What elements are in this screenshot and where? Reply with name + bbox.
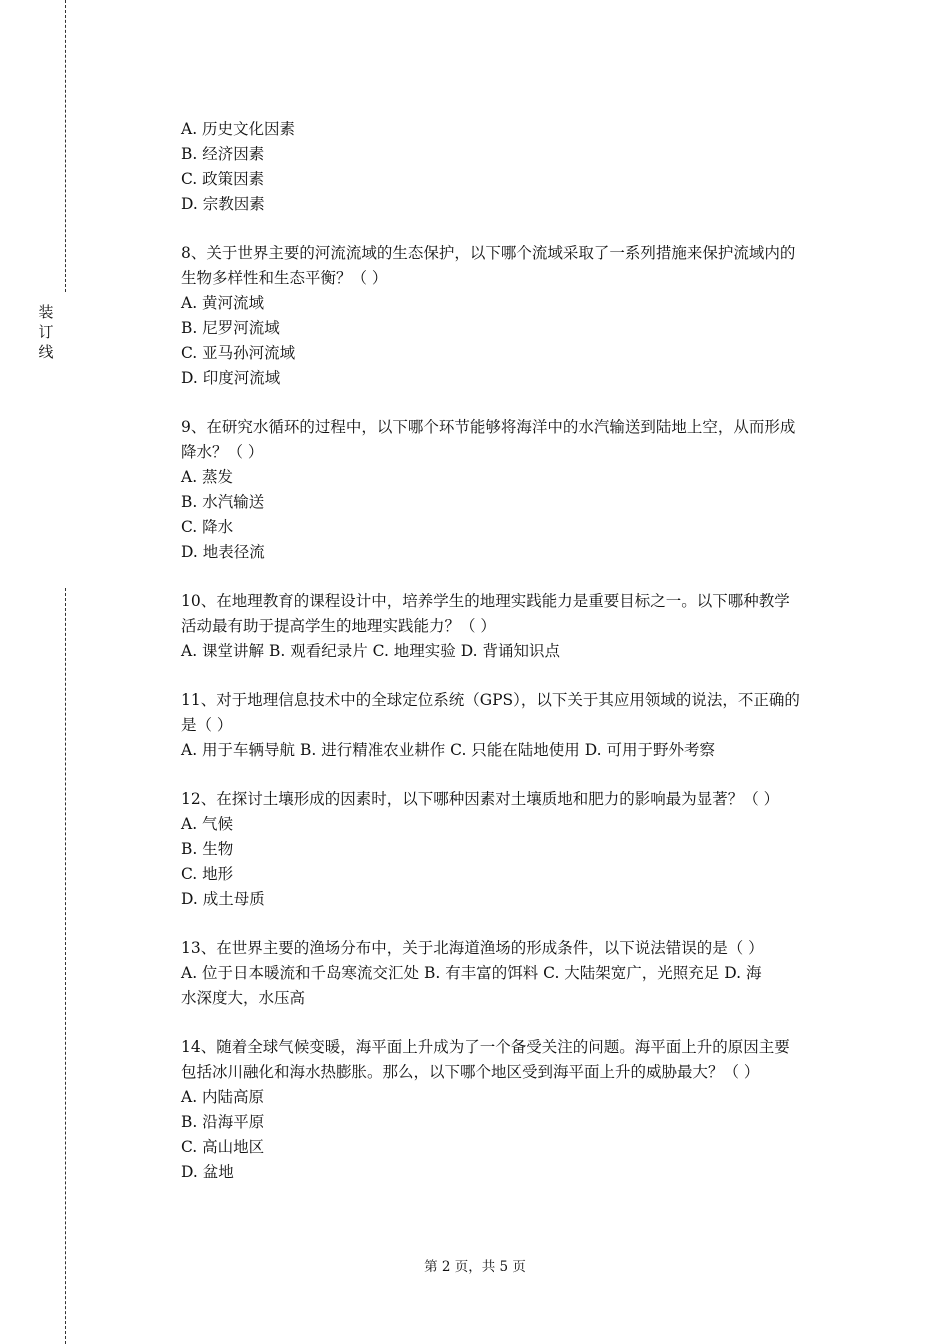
- option-c[interactable]: C. 亚马孙河流域: [181, 344, 296, 362]
- option-a[interactable]: A. 气候: [181, 815, 234, 833]
- option-c[interactable]: C. 高山地区: [181, 1138, 265, 1156]
- option-d[interactable]: D. 宗教因素: [181, 195, 265, 213]
- binding-char: 线: [38, 343, 54, 361]
- option-a[interactable]: A. 蒸发: [181, 468, 234, 486]
- options-inline[interactable]: A. 课堂讲解 B. 观看纪录片 C. 地理实验 D. 背诵知识点: [181, 642, 560, 660]
- options-inline[interactable]: A. 用于车辆导航 B. 进行精准农业耕作 C. 只能在陆地使用 D. 可用于野外考察: [181, 741, 715, 759]
- question-text: 13、在世界主要的渔场分布中，关于北海道渔场的形成条件，以下说法错误的是（ ）: [181, 939, 764, 957]
- option-c[interactable]: C. 降水: [181, 518, 234, 536]
- option-b[interactable]: B. 沿海平原: [181, 1113, 265, 1131]
- question-8: [181, 241, 841, 391]
- option-b[interactable]: B. 尼罗河流域: [181, 319, 280, 337]
- question-text: 11、对于地理信息技术中的全球定位系统（GPS），以下关于其应用领域的说法，不正确的: [181, 691, 800, 709]
- question-text: 12、在探讨土壤形成的因素时，以下哪种因素对土壤质地和肥力的影响最为显著？（ ）: [181, 790, 780, 808]
- options-inline-continued[interactable]: 水深度大，水压高: [181, 989, 306, 1007]
- question-text: 8、关于世界主要的河流流域的生态保护，以下哪个流域采取了一系列措施来保护流域内的: [181, 244, 796, 262]
- option-c[interactable]: C. 地形: [181, 865, 234, 883]
- option-a[interactable]: A. 历史文化因素: [181, 120, 296, 138]
- option-b[interactable]: B. 水汽输送: [181, 493, 265, 511]
- question-text: 9、在研究水循环的过程中，以下哪个环节能够将海洋中的水汽输送到陆地上空，从而形成: [181, 418, 796, 436]
- option-a[interactable]: A. 内陆高原: [181, 1088, 265, 1106]
- question-text: 10、在地理教育的课程设计中，培养学生的地理实践能力是重要目标之一。以下哪种教学: [181, 592, 790, 610]
- option-b[interactable]: B. 生物: [181, 840, 234, 858]
- option-d[interactable]: D. 盆地: [181, 1163, 234, 1181]
- option-d[interactable]: D. 成土母质: [181, 890, 265, 908]
- option-b[interactable]: B. 经济因素: [181, 145, 265, 163]
- question-text: 降水？（ ）: [181, 443, 264, 461]
- binding-char: 订: [38, 323, 54, 341]
- question-text: 是（ ）: [181, 716, 233, 734]
- option-d[interactable]: D. 印度河流域: [181, 369, 281, 387]
- question-11: [181, 688, 841, 763]
- question-13: [181, 936, 841, 1011]
- question-7-options: [181, 117, 841, 217]
- binding-label: [37, 302, 55, 362]
- question-9: [181, 415, 841, 565]
- question-text: 包括冰川融化和海水热膨胀。那么，以下哪个地区受到海平面上升的威胁最大？（ ）: [181, 1063, 760, 1081]
- binding-dashed-line-top: [65, 0, 66, 292]
- binding-char: 装: [38, 303, 54, 321]
- question-10: [181, 589, 841, 664]
- option-d[interactable]: D. 地表径流: [181, 543, 265, 561]
- question-text: 14、随着全球气候变暖，海平面上升成为了一个备受关注的问题。海平面上升的原因主要: [181, 1038, 790, 1056]
- question-14: [181, 1035, 841, 1185]
- page-number-footer: 第 2 页，共 5 页: [424, 1259, 526, 1275]
- question-12: [181, 787, 841, 912]
- question-content: [181, 117, 841, 1185]
- question-text: 活动最有助于提高学生的地理实践能力？（ ）: [181, 617, 496, 635]
- binding-dashed-line-bottom: [65, 588, 66, 1344]
- option-a[interactable]: A. 黄河流域: [181, 294, 265, 312]
- option-c[interactable]: C. 政策因素: [181, 170, 265, 188]
- question-text: 生物多样性和生态平衡？（ ）: [181, 269, 388, 287]
- options-inline[interactable]: A. 位于日本暖流和千岛寒流交汇处 B. 有丰富的饵料 C. 大陆架宽广，光照充足 D. 海: [181, 964, 762, 982]
